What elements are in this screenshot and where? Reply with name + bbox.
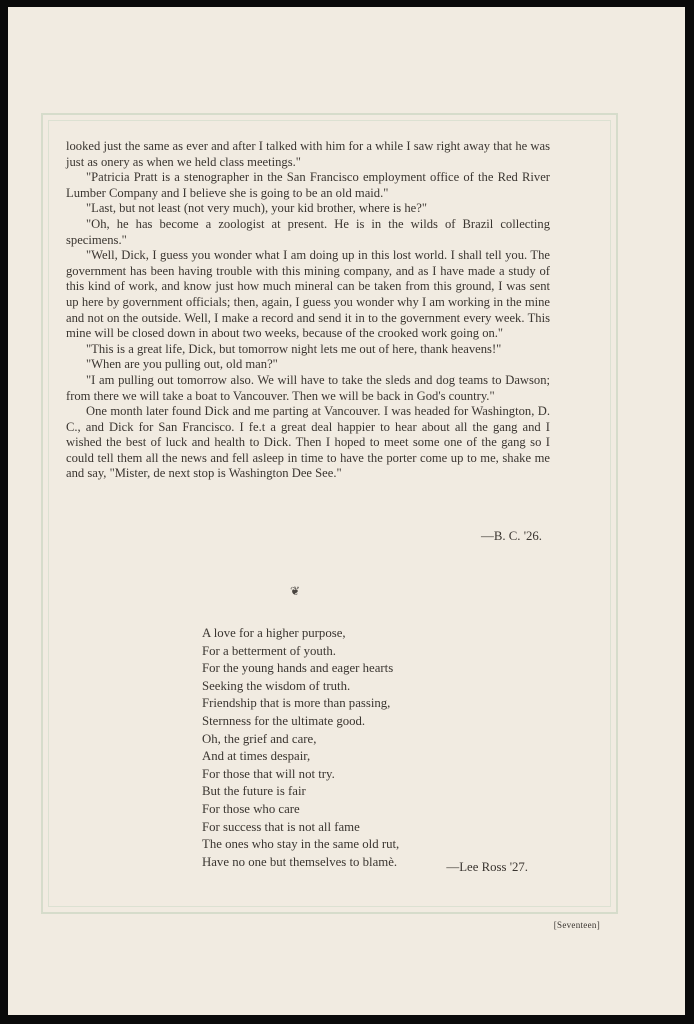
poem-line: A love for a higher purpose, (202, 626, 346, 640)
poem-line: Seeking the wisdom of truth. (202, 678, 351, 693)
poem (202, 625, 502, 871)
poem-line: For those who care (202, 801, 300, 816)
poem-signature: —Lee Ross '27. (446, 860, 528, 874)
story-paragraph: "Well, Dick, I guess you wonder what I am doing up in this lost world. I shall tell you. The government has been having trouble with this mining company, and as I have made a study of this kind of work, and know just how much mineral can be taken from this ground, I was sent up here by government officials; then, again, I guess you wonder why I am working in the mine and not on the outside. Well, I make a record and send it in to the government every week. This mine will be closed down in about two weeks, because of the crooked work going on." (66, 248, 550, 341)
story-paragraph: "When are you pulling out, old man?" (86, 357, 278, 372)
poem-line: Friendship that is more than passing, (202, 696, 391, 711)
poem-line: For the young hands and eager hearts (202, 661, 394, 676)
story-text (66, 139, 550, 482)
poem-line: The ones who stay in the same old rut, (202, 837, 400, 852)
poem-line: Oh, the grief and care, (202, 731, 317, 746)
story-signature: —B. C. '26. (481, 529, 542, 543)
poem-line: For a betterment of youth. (202, 643, 336, 658)
story-paragraph: "Last, but not least (not very much), your kid brother, where is he?" (86, 201, 427, 216)
poem-line: For those that will not try. (202, 766, 335, 781)
poem-line: For success that is not all fame (202, 819, 360, 834)
poem-line: And at times despair, (202, 749, 311, 764)
poem-line: Have no one but themselves to blamè. (202, 854, 398, 869)
story-paragraph: "Oh, he has become a zoologist at present. He is in the wilds of Brazil collecting specimens." (66, 216, 550, 247)
poem-line: But the future is fair (202, 784, 306, 799)
page-number: [Seventeen] (553, 920, 600, 930)
story-paragraph: looked just the same as ever and after I talked with him for a while I saw right away that he was just as onery as when we held class meetings." (66, 139, 550, 169)
poem-line: Sternness for the ultimate good. (202, 713, 366, 728)
story-paragraph: One month later found Dick and me parting at Vancouver. I was headed for Washington, D. C., and Dick for San Francisco. I fe.t a great deal happier to hear about all the gang and I wished the best of luck and health to Dick. Then I hoped to meet some one of the gang so I could tell them all the news and fell asleep in time to have the porter come up to me, shake me and say, "Mister, de next stop is Washington Dee See." (66, 404, 550, 481)
story-paragraph: "I am pulling out tomorrow also. We will have to take the sleds and dog teams to Dawson; from there we will take a boat to Vancouver. Then we will be back in God's country." (66, 372, 550, 403)
ornament-icon: ❦ (289, 584, 301, 598)
story-paragraph: "This is a great life, Dick, but tomorrow night lets me out of here, thank heavens!" (86, 341, 502, 356)
story-paragraph: "Patricia Pratt is a stenographer in the San Francisco employment office of the Red River Lumber Company and I believe she is going to be an old maid." (66, 170, 550, 200)
